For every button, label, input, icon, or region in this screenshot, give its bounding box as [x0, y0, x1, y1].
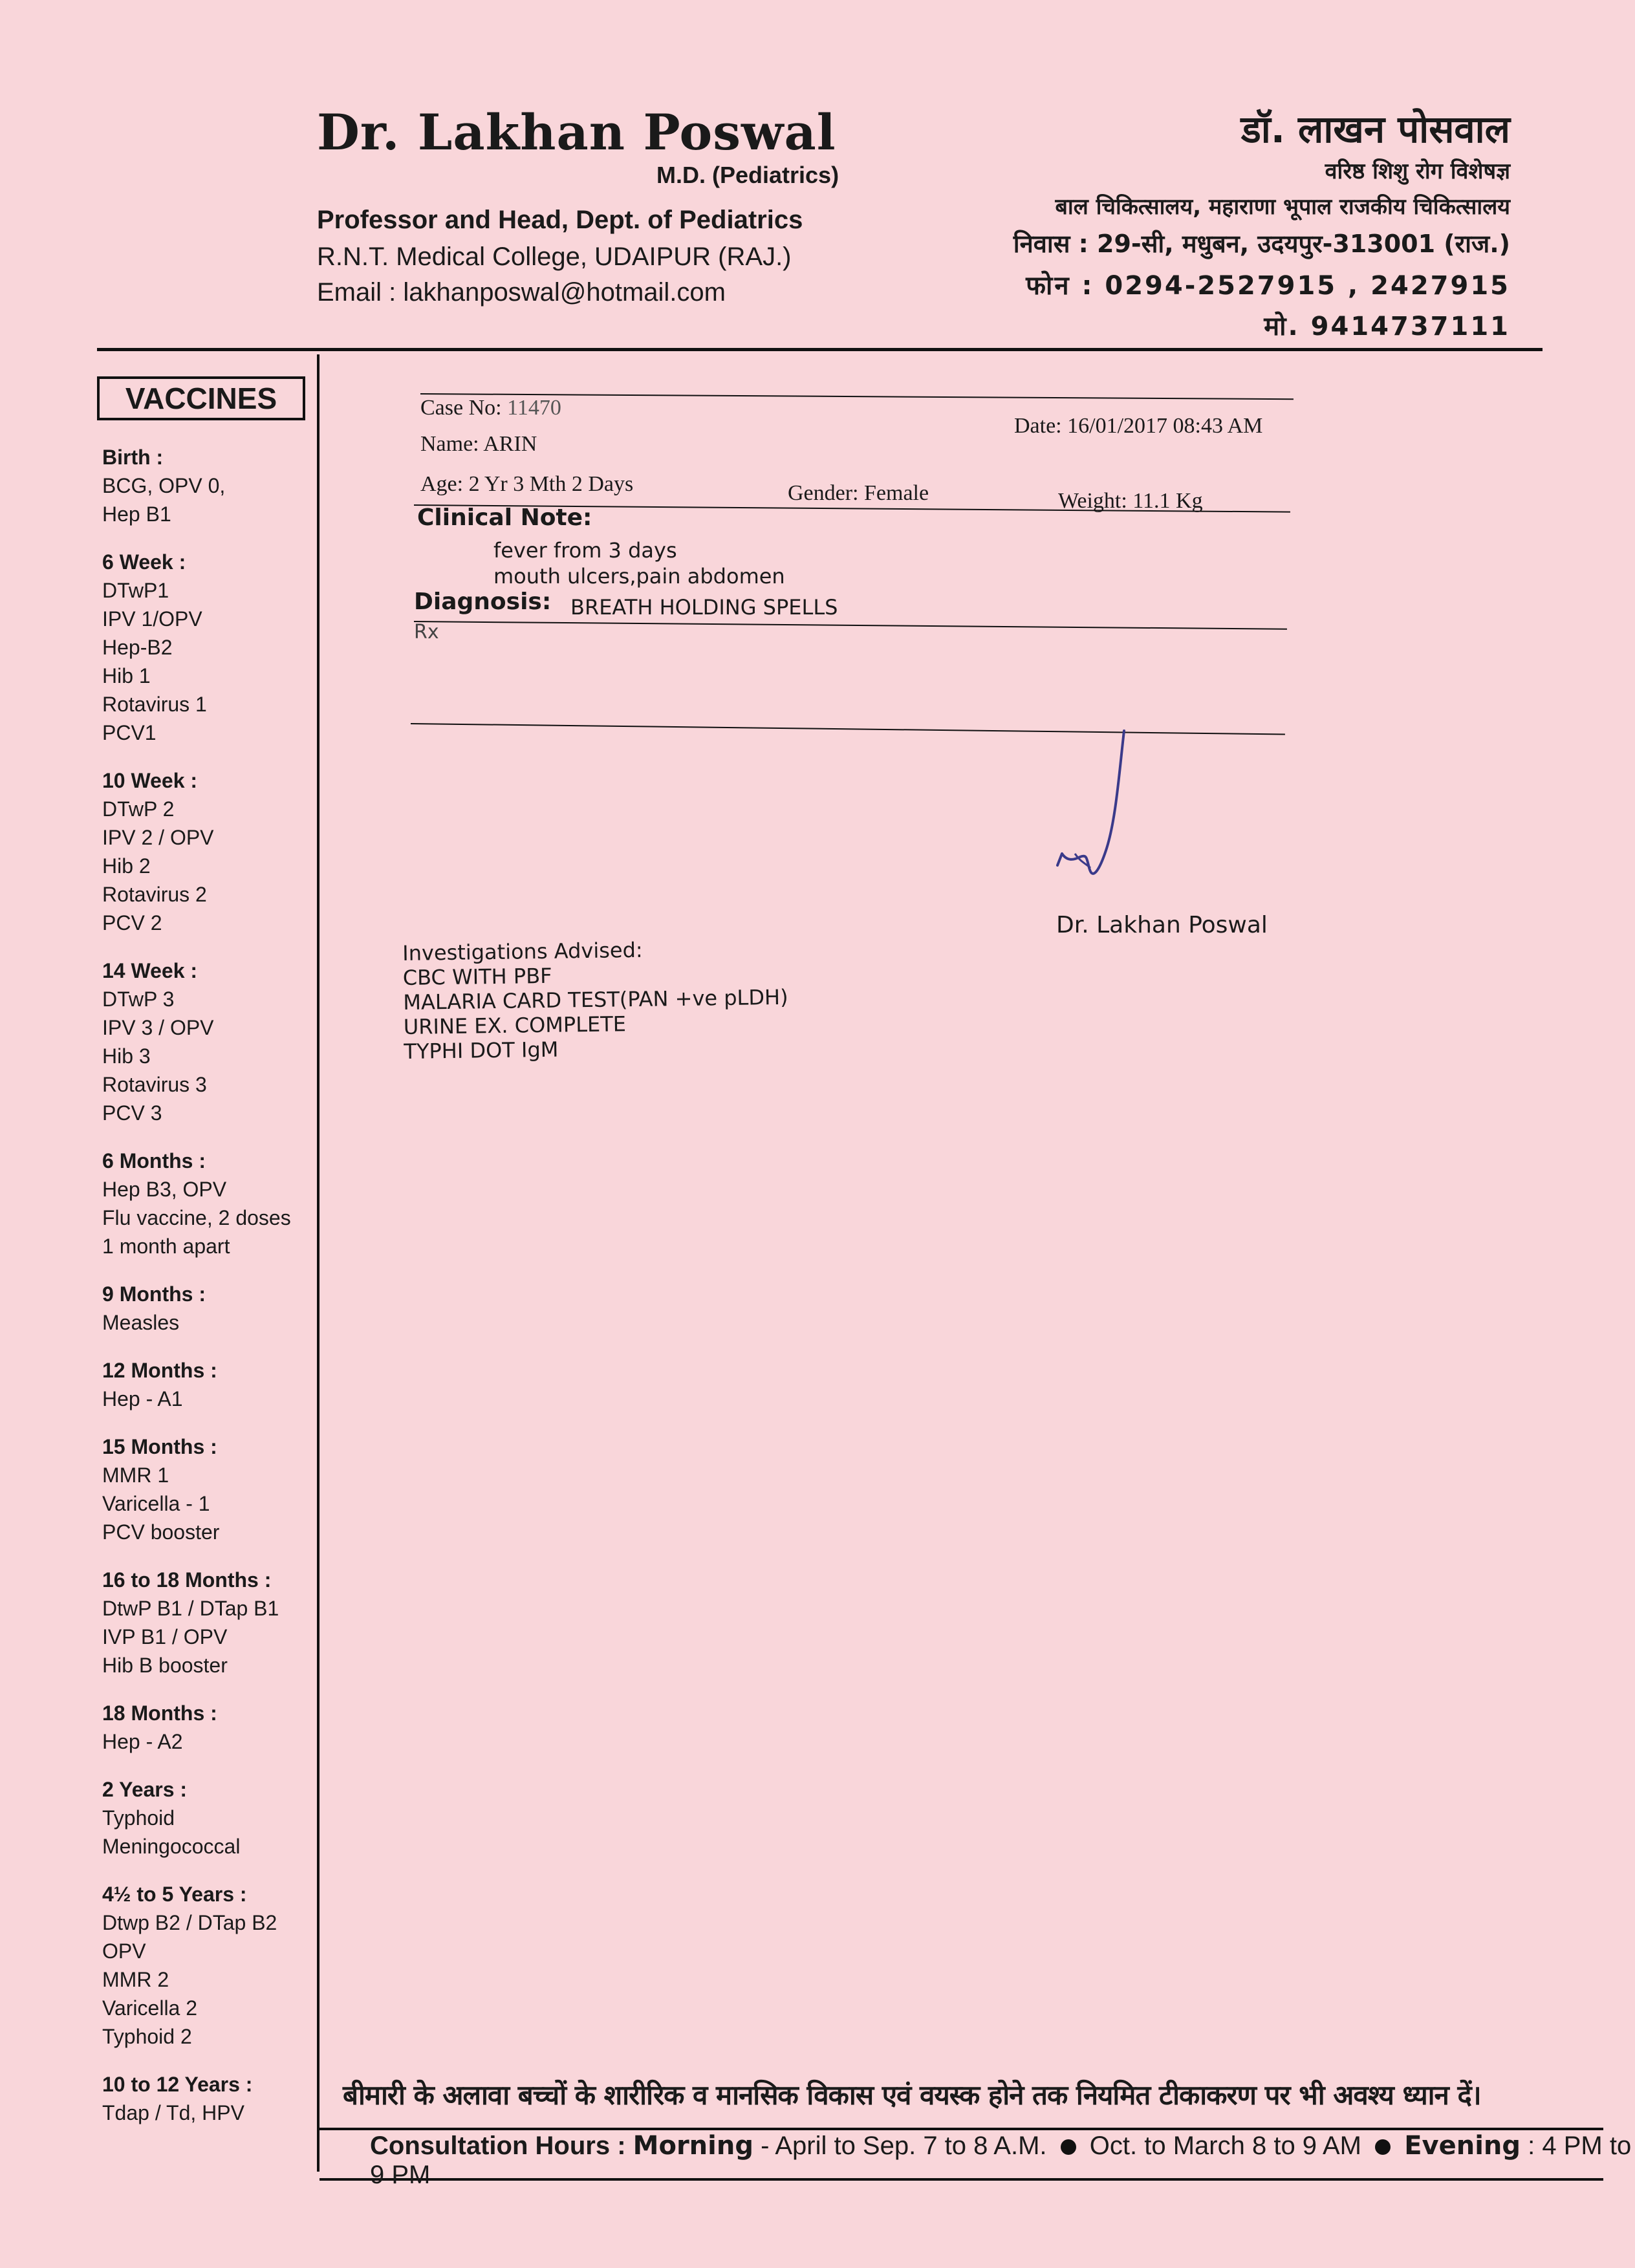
- vaccine-item: IPV 3 / OPV: [102, 1016, 214, 1039]
- patient-gender: Gender: Female: [788, 481, 929, 505]
- vaccine-item: DTwP1: [102, 579, 169, 602]
- vaccine-group-label: 10 to 12 Years :: [102, 2073, 253, 2096]
- signature-mark: [1028, 724, 1132, 918]
- vaccine-group-label: 2 Years :: [102, 1778, 188, 1801]
- doctor-name: Dr. Lakhan Poswal: [317, 103, 836, 161]
- vaccine-item: DtwP B1 / DTap B1: [102, 1597, 279, 1620]
- vaccine-group-label: 4½ to 5 Years :: [102, 1883, 247, 1906]
- bullet-icon: [1375, 2139, 1391, 2155]
- vaccine-group: [102, 2070, 316, 2127]
- doctor-email: Email : lakhanposwal@hotmail.com: [317, 278, 726, 307]
- header-divider: [97, 348, 1543, 351]
- sidebar-divider: [317, 354, 319, 2172]
- case-number: [420, 396, 561, 420]
- vaccine-group-label: 6 Week :: [102, 550, 186, 574]
- diagnosis-divider-line: [414, 621, 1287, 630]
- doctor-college: R.N.T. Medical College, UDAIPUR (RAJ.): [317, 243, 792, 271]
- vaccine-item: OPV: [102, 1939, 146, 1963]
- consult-label: Consultation Hours :: [370, 2132, 626, 2160]
- vaccine-group: [102, 548, 316, 747]
- vaccine-group: [102, 1566, 316, 1679]
- investigations-advised: [402, 936, 789, 1064]
- doctor-title: Professor and Head, Dept. of Pediatrics: [317, 206, 803, 234]
- vaccine-group-label: 18 Months :: [102, 1701, 217, 1725]
- vaccine-group-label: 12 Months :: [102, 1359, 217, 1382]
- hindi-address: निवास : 29-सी, मधुबन, उदयपुर-313001 (राज.): [1013, 230, 1510, 258]
- vaccine-group: [102, 1699, 316, 1756]
- patient-name: Name: ARIN: [420, 432, 537, 456]
- vaccine-item: PCV 2: [102, 911, 162, 934]
- vaccine-item: Hep B3, OPV: [102, 1178, 227, 1201]
- vaccine-item: MMR 2: [102, 1968, 169, 1991]
- case-number-value: 11470: [507, 396, 561, 420]
- vaccine-item: IVP B1 / OPV: [102, 1625, 228, 1648]
- hindi-doctor-name: डॉ. लाखन पोसवाल: [1240, 107, 1510, 151]
- vaccine-group-label: 6 Months :: [102, 1149, 206, 1172]
- vaccine-group: [102, 1147, 316, 1260]
- vaccine-group-label: 15 Months :: [102, 1435, 217, 1458]
- vaccine-item: Varicella - 1: [102, 1492, 210, 1515]
- vaccine-item: Hep-B2: [102, 636, 173, 659]
- hindi-hospital: बाल चिकित्सालय, महाराणा भूपाल राजकीय चिकित्सालय: [1055, 194, 1510, 220]
- vaccine-item: Hep B1: [102, 502, 171, 526]
- vaccine-item: BCG, OPV 0,: [102, 474, 226, 497]
- vaccine-group: [102, 766, 316, 937]
- vaccine-item: Dtwp B2 / DTap B2: [102, 1911, 277, 1934]
- vaccine-group: [102, 443, 316, 528]
- vaccine-group-label: 16 to 18 Months :: [102, 1568, 272, 1592]
- doctor-degree: M.D. (Pediatrics): [656, 162, 839, 188]
- evening-label: Evening: [1404, 2131, 1521, 2161]
- hindi-specialty: वरिष्ठ शिशु रोग विशेषज्ञ: [1325, 158, 1510, 184]
- vaccine-schedule-list: [102, 443, 316, 2146]
- vaccine-item: Rotavirus 2: [102, 883, 207, 906]
- vaccine-item: Measles: [102, 1311, 180, 1334]
- clinical-note-label: Clinical Note:: [417, 504, 592, 531]
- vaccine-group-label: 9 Months :: [102, 1282, 206, 1306]
- vaccine-item: IPV 1/OPV: [102, 607, 202, 631]
- vaccine-item: Hib B booster: [102, 1654, 228, 1677]
- vaccine-item: Rotavirus 3: [102, 1073, 207, 1096]
- vaccine-group: [102, 1356, 316, 1413]
- vaccine-item: Flu vaccine, 2 doses: [102, 1206, 291, 1229]
- vaccine-item: Hep - A1: [102, 1387, 183, 1410]
- investigation-item: URINE EX. COMPLETE: [403, 1011, 627, 1039]
- vaccine-item: PCV1: [102, 721, 157, 744]
- patient-age: Age: 2 Yr 3 Mth 2 Days: [420, 472, 634, 496]
- diagnosis-label: Diagnosis:: [414, 589, 552, 615]
- investigations-heading: Investigations Advised:: [402, 937, 643, 966]
- rx-label: Rx: [414, 621, 439, 643]
- vaccine-item: PCV booster: [102, 1520, 220, 1544]
- morning-label: Morning: [633, 2131, 753, 2161]
- vaccine-group: [102, 1432, 316, 1546]
- vaccines-heading: VACCINES: [97, 376, 305, 420]
- case-number-label: Case No:: [420, 396, 502, 420]
- hindi-vaccination-note: बीमारी के अलावा बच्चों के शारीरिक व मानसिक विकास एवं वयस्क होने तक नियमित टीकाकरण पर भी अवश्य ध्यान दें।: [343, 2079, 1481, 2111]
- hindi-phone: फोन : 0294-2527915 , 2427915: [1026, 271, 1510, 301]
- vaccine-item: 1 month apart: [102, 1235, 230, 1258]
- vaccine-item: Hep - A2: [102, 1730, 183, 1753]
- vaccine-group: [102, 956, 316, 1127]
- diagnosis-value: BREATH HOLDING SPELLS: [570, 595, 838, 620]
- vaccine-item: MMR 1: [102, 1463, 169, 1487]
- patient-weight: Weight: 11.1 Kg: [1058, 489, 1203, 513]
- clinical-note-line: fever from 3 days: [493, 538, 677, 563]
- vaccine-item: Typhoid 2: [102, 2025, 192, 2048]
- vaccine-item: Hib 3: [102, 1044, 151, 1068]
- consultation-hours: [370, 2131, 1635, 2190]
- signature-name: Dr. Lakhan Poswal: [1056, 912, 1268, 938]
- vaccine-item: Rotavirus 1: [102, 693, 207, 716]
- bullet-icon: [1061, 2139, 1076, 2155]
- investigation-item: MALARIA CARD TEST(PAN +ve pLDH): [403, 984, 788, 1015]
- hindi-mobile: मो. 9414737111: [1264, 312, 1510, 341]
- morning-hours: - April to Sep. 7 to 8 A.M.: [761, 2132, 1047, 2160]
- vaccine-item: Hib 1: [102, 664, 151, 687]
- vaccine-group: [102, 1280, 316, 1337]
- vaccine-group-label: 14 Week :: [102, 959, 198, 982]
- vaccine-item: Meningococcal: [102, 1835, 241, 1858]
- vaccine-group: [102, 1880, 316, 2051]
- footer-divider-top: [319, 2128, 1603, 2130]
- vaccine-group-label: Birth :: [102, 446, 164, 469]
- investigation-item: TYPHI DOT IgM: [404, 1037, 559, 1064]
- vaccine-item: Typhoid: [102, 1806, 175, 1830]
- rx-divider-line: [411, 723, 1285, 735]
- winter-hours: Oct. to March 8 to 9 AM: [1089, 2132, 1361, 2160]
- clinical-note-line: mouth ulcers,pain abdomen: [493, 564, 785, 589]
- vaccine-item: IPV 2 / OPV: [102, 826, 214, 849]
- vaccine-item: DTwP 3: [102, 988, 175, 1011]
- case-date: Date: 16/01/2017 08:43 AM: [1014, 414, 1263, 438]
- vaccine-item: PCV 3: [102, 1101, 162, 1125]
- vaccine-item: DTwP 2: [102, 797, 175, 821]
- vaccine-group: [102, 1775, 316, 1861]
- vaccine-item: Hib 2: [102, 854, 151, 878]
- vaccine-item: Varicella 2: [102, 1996, 198, 2020]
- vaccine-group-label: 10 Week :: [102, 769, 198, 792]
- investigation-item: CBC WITH PBF: [402, 963, 552, 990]
- evening-hours: : 4 PM to 9 PM: [370, 2132, 1632, 2189]
- vaccine-item: Tdap / Td, HPV: [102, 2101, 244, 2124]
